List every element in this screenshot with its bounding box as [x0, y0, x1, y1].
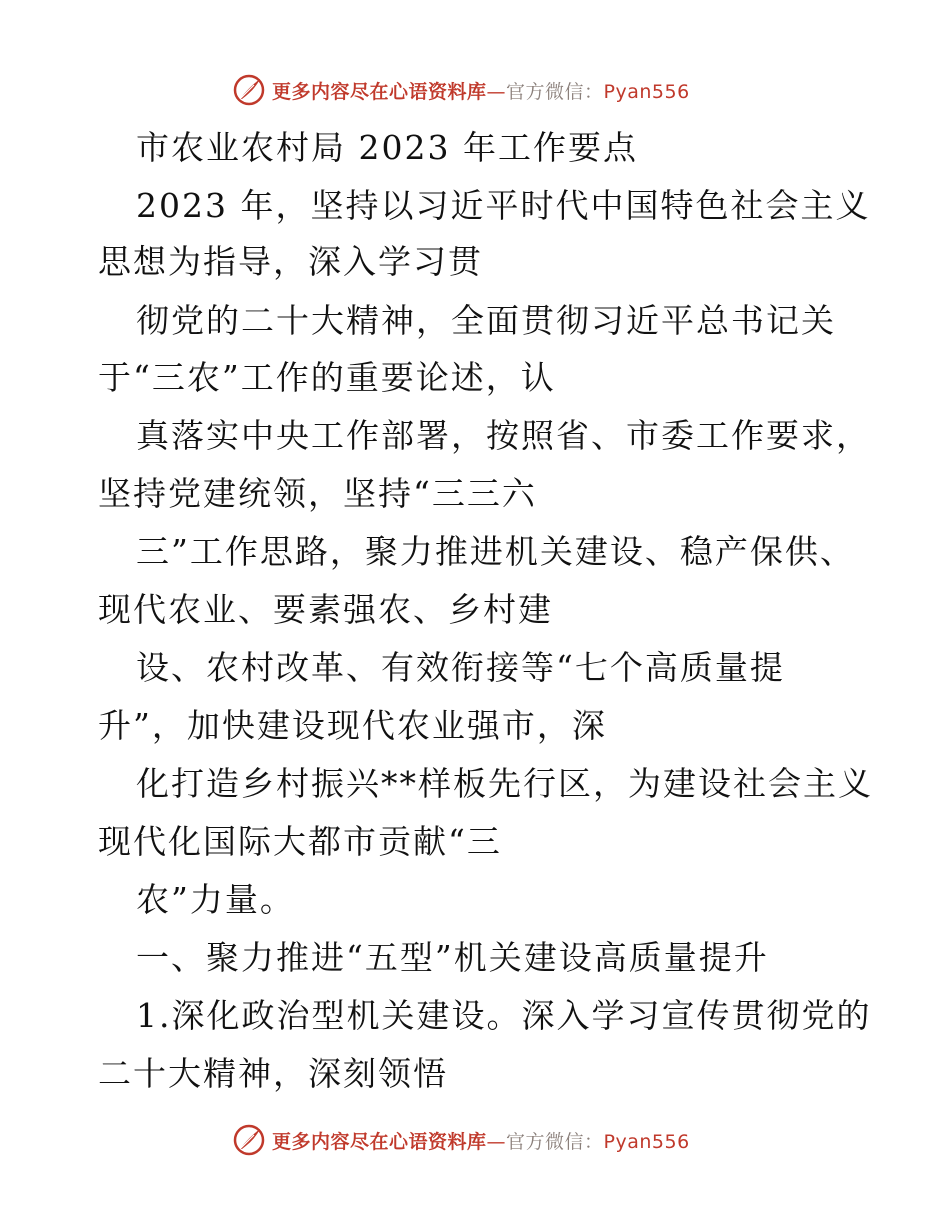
watermark-id: Pyan556	[603, 80, 690, 103]
paragraph-line: 2023 年，坚持以习近平时代中国特色社会主义	[136, 186, 871, 225]
paragraph-line: 二十大精神，深刻领悟	[98, 1054, 448, 1093]
footer-watermark	[232, 1122, 690, 1158]
paragraph-line: 于“三农”工作的重要论述，认	[98, 358, 556, 397]
paragraph-line: 现代农业、要素强农、乡村建	[98, 590, 553, 629]
paragraph-line: 思想为指导，深入学习贯	[98, 242, 483, 281]
header-watermark	[232, 72, 690, 108]
feather-seal-icon	[232, 73, 266, 107]
watermark-id: Pyan556	[603, 1130, 690, 1153]
paragraph-line: 1.深化政治型机关建设。深入学习宣传贯彻党的	[136, 996, 872, 1035]
paragraph-line: 设、农村改革、有效衔接等“七个高质量提	[136, 648, 785, 687]
watermark-text	[272, 77, 690, 104]
watermark-main: 更多内容尽在心语资料库	[272, 1130, 487, 1153]
paragraph-line: 真落实中央工作部署，按照省、市委工作要求，	[136, 416, 871, 455]
watermark-label: 官方微信：	[506, 1130, 604, 1153]
paragraph-line: 彻党的二十大精神，全面贯彻习近平总书记关	[136, 301, 836, 340]
paragraph-line: 升”，加快建设现代农业强市，深	[98, 706, 607, 745]
feather-seal-icon	[232, 1123, 266, 1157]
watermark-main: 更多内容尽在心语资料库	[272, 80, 487, 103]
document-title: 市农业农村局 2023 年工作要点	[136, 128, 638, 167]
watermark-separator: —	[486, 80, 507, 103]
paragraph-line: 坚持党建统领，坚持“三三六	[98, 474, 537, 513]
section-heading: 一、聚力推进“五型”机关建设高质量提升	[136, 938, 769, 977]
watermark-separator: —	[486, 1130, 507, 1153]
paragraph-line: 化打造乡村振兴**样板先行区，为建设社会主义	[136, 764, 873, 803]
paragraph-line: 三”工作思路，聚力推进机关建设、稳产保供、	[136, 532, 855, 571]
paragraph-line: 现代化国际大都市贡献“三	[98, 822, 502, 861]
watermark-label: 官方微信：	[506, 80, 604, 103]
watermark-text	[272, 1127, 690, 1154]
paragraph-line: 农”力量。	[136, 880, 295, 919]
